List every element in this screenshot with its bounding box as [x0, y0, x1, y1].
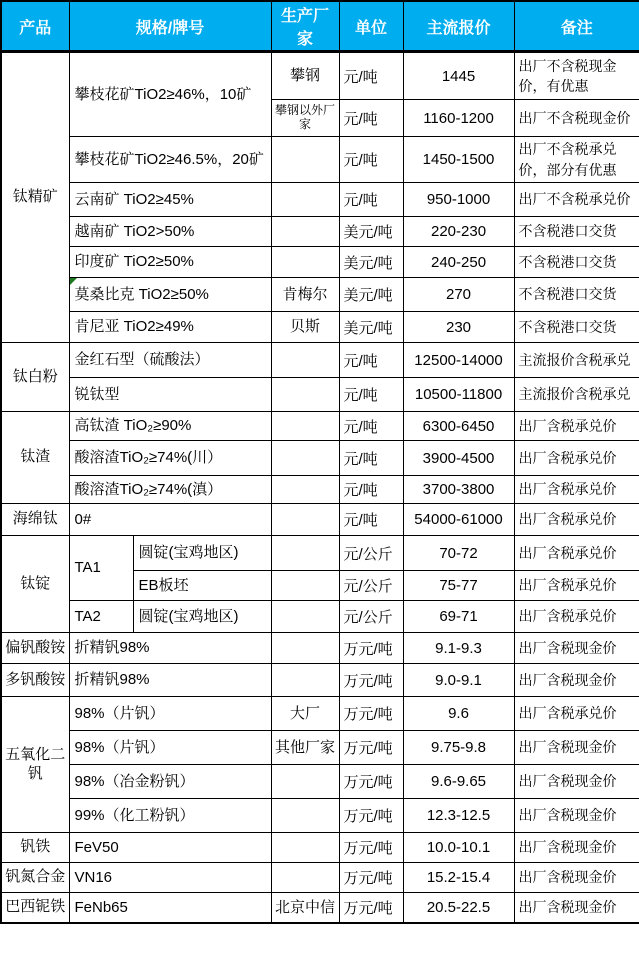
grade-cell: TA2 — [69, 601, 133, 633]
table-row — [1, 731, 639, 765]
maker-cell: 肯梅尔 — [271, 278, 339, 312]
maker-cell: 其他厂家 — [271, 731, 339, 765]
price-cell: 1160-1200 — [403, 100, 514, 137]
note-cell: 出厂含税现金价 — [514, 664, 639, 697]
col-header-product: 产品 — [1, 1, 69, 52]
table-row — [1, 601, 639, 633]
table-row — [1, 247, 639, 278]
table-row — [1, 312, 639, 343]
price-cell: 9.6 — [403, 697, 514, 731]
spec-cell: VN16 — [69, 863, 271, 893]
price-cell: 950-1000 — [403, 183, 514, 217]
table-row — [1, 697, 639, 731]
note-cell: 不含税港口交货 — [514, 278, 639, 312]
unit-cell: 元/吨 — [339, 441, 403, 476]
table-row — [1, 799, 639, 833]
spec-cell: 金红石型（硫酸法） — [69, 343, 271, 378]
unit-cell: 元/吨 — [339, 343, 403, 378]
unit-cell: 元/吨 — [339, 378, 403, 412]
maker-cell: 大厂 — [271, 697, 339, 731]
spec-cell: 攀枝花矿TiO2≥46.5%，20矿 — [69, 137, 271, 183]
unit-cell: 万元/吨 — [339, 765, 403, 799]
price-cell: 240-250 — [403, 247, 514, 278]
maker-cell — [271, 441, 339, 476]
note-cell: 主流报价含税承兑 — [514, 343, 639, 378]
unit-cell: 元/吨 — [339, 476, 403, 504]
note-cell: 主流报价含税承兑 — [514, 378, 639, 412]
maker-cell — [271, 217, 339, 247]
spec-cell: 98%（冶金粉钒） — [69, 765, 271, 799]
maker-cell — [271, 601, 339, 633]
spec-cell: 越南矿 TiO2>50% — [69, 217, 271, 247]
price-cell: 9.0-9.1 — [403, 664, 514, 697]
table-row — [1, 504, 639, 536]
col-header-maker: 生产厂家 — [271, 1, 339, 52]
table-row — [1, 893, 639, 923]
unit-cell: 元/吨 — [339, 412, 403, 441]
note-cell: 不含税港口交货 — [514, 312, 639, 343]
spec-cell — [69, 278, 271, 312]
maker-cell — [271, 833, 339, 863]
product-cell: 钛渣 — [1, 412, 69, 504]
spec-cell: 98%（片钒） — [69, 731, 271, 765]
table-row — [1, 217, 639, 247]
spec-cell: 酸溶渣TiO₂≥74%(滇） — [69, 476, 271, 504]
price-cell: 6300-6450 — [403, 412, 514, 441]
unit-cell: 元/吨 — [339, 504, 403, 536]
spec-cell: FeV50 — [69, 833, 271, 863]
spec-cell: 酸溶渣TiO₂≥74%(川） — [69, 441, 271, 476]
unit-cell: 元/吨 — [339, 183, 403, 217]
col-header-spec: 规格/牌号 — [69, 1, 271, 52]
table-row — [1, 536, 639, 571]
price-cell: 9.1-9.3 — [403, 633, 514, 664]
note-cell: 出厂含税承兑价 — [514, 504, 639, 536]
price-cell: 3700-3800 — [403, 476, 514, 504]
unit-cell: 万元/吨 — [339, 799, 403, 833]
price-cell: 75-77 — [403, 571, 514, 601]
note-cell: 出厂不含税现金价，有优惠 — [514, 52, 639, 100]
grade-cell: TA1 — [69, 536, 133, 601]
unit-cell: 万元/吨 — [339, 664, 403, 697]
table-row — [1, 765, 639, 799]
maker-cell — [271, 476, 339, 504]
spec-cell: 0# — [69, 504, 271, 536]
price-cell: 54000-61000 — [403, 504, 514, 536]
table-row — [1, 378, 639, 412]
note-cell: 出厂含税现金价 — [514, 833, 639, 863]
maker-cell — [271, 504, 339, 536]
price-cell: 230 — [403, 312, 514, 343]
note-cell: 出厂含税承兑价 — [514, 412, 639, 441]
unit-cell: 万元/吨 — [339, 893, 403, 923]
product-cell: 海绵钛 — [1, 504, 69, 536]
maker-cell: 攀钢 — [271, 52, 339, 100]
price-cell: 15.2-15.4 — [403, 863, 514, 893]
spec-cell: 99%（化工粉钒） — [69, 799, 271, 833]
table-row — [1, 412, 639, 441]
table-row — [1, 664, 639, 697]
maker-cell — [271, 536, 339, 571]
product-cell: 巴西铌铁 — [1, 893, 69, 923]
col-header-unit: 单位 — [339, 1, 403, 52]
maker-cell: 攀钢以外厂家 — [271, 100, 339, 137]
table-row — [1, 441, 639, 476]
note-cell: 出厂不含税承兑价，部分有优惠 — [514, 137, 639, 183]
product-cell: 钛锭 — [1, 536, 69, 633]
table-row — [1, 137, 639, 183]
table-row — [1, 52, 639, 100]
maker-cell — [271, 664, 339, 697]
table-row — [1, 278, 639, 312]
maker-cell — [271, 412, 339, 441]
table-row — [1, 343, 639, 378]
note-cell: 出厂含税承兑价 — [514, 441, 639, 476]
table-row — [1, 183, 639, 217]
maker-cell — [271, 183, 339, 217]
table-row — [1, 833, 639, 863]
maker-cell — [271, 378, 339, 412]
unit-cell: 万元/吨 — [339, 863, 403, 893]
product-cell: 钛白粉 — [1, 343, 69, 412]
unit-cell: 元/公斤 — [339, 601, 403, 633]
price-cell: 70-72 — [403, 536, 514, 571]
spec-cell: 圆锭(宝鸡地区) — [133, 536, 271, 571]
price-cell: 1450-1500 — [403, 137, 514, 183]
maker-cell — [271, 247, 339, 278]
maker-cell — [271, 571, 339, 601]
product-cell: 五氧化二钒 — [1, 697, 69, 833]
price-cell: 220-230 — [403, 217, 514, 247]
price-cell: 3900-4500 — [403, 441, 514, 476]
note-cell: 出厂含税现金价 — [514, 893, 639, 923]
note-cell: 出厂不含税现金价 — [514, 100, 639, 137]
spec-cell: FeNb65 — [69, 893, 271, 923]
unit-cell: 元/吨 — [339, 137, 403, 183]
price-cell: 69-71 — [403, 601, 514, 633]
header-row — [1, 1, 639, 52]
note-cell: 不含税港口交货 — [514, 247, 639, 278]
unit-cell: 万元/吨 — [339, 833, 403, 863]
table-row — [1, 633, 639, 664]
excel-error-indicator-icon — [70, 278, 77, 285]
unit-cell: 元/吨 — [339, 52, 403, 100]
maker-cell — [271, 137, 339, 183]
unit-cell: 万元/吨 — [339, 633, 403, 664]
spec-cell: 折精钒98% — [69, 664, 271, 697]
maker-cell: 北京中信 — [271, 893, 339, 923]
spec-text: 莫桑比克 TiO2≥50% — [74, 285, 209, 303]
note-cell: 出厂不含税承兑价 — [514, 183, 639, 217]
price-cell: 12.3-12.5 — [403, 799, 514, 833]
unit-cell: 万元/吨 — [339, 697, 403, 731]
note-cell: 出厂含税现金价 — [514, 863, 639, 893]
spec-cell: 98%（片钒） — [69, 697, 271, 731]
price-cell: 9.6-9.65 — [403, 765, 514, 799]
note-cell: 出厂含税承兑价 — [514, 536, 639, 571]
maker-cell — [271, 765, 339, 799]
unit-cell: 元/公斤 — [339, 536, 403, 571]
maker-cell — [271, 633, 339, 664]
spec-cell: EB板坯 — [133, 571, 271, 601]
note-cell: 出厂含税现金价 — [514, 633, 639, 664]
spec-cell: 云南矿 TiO2≥45% — [69, 183, 271, 217]
spec-cell: 锐钛型 — [69, 378, 271, 412]
unit-cell: 美元/吨 — [339, 312, 403, 343]
price-cell: 1445 — [403, 52, 514, 100]
table-row — [1, 863, 639, 893]
spec-cell: 折精钒98% — [69, 633, 271, 664]
product-cell: 钛精矿 — [1, 52, 69, 343]
maker-cell — [271, 863, 339, 893]
maker-cell — [271, 343, 339, 378]
maker-cell: 贝斯 — [271, 312, 339, 343]
maker-cell — [271, 799, 339, 833]
spec-cell: 攀枝花矿TiO2≥46%，10矿 — [69, 52, 271, 137]
unit-cell: 元/吨 — [339, 100, 403, 137]
product-cell: 多钒酸铵 — [1, 664, 69, 697]
note-cell: 出厂含税承兑价 — [514, 571, 639, 601]
price-cell: 270 — [403, 278, 514, 312]
spec-cell: 高钛渣 TiO₂≥90% — [69, 412, 271, 441]
unit-cell: 元/公斤 — [339, 571, 403, 601]
spec-cell: 肯尼亚 TiO2≥49% — [69, 312, 271, 343]
note-cell: 出厂含税承兑价 — [514, 601, 639, 633]
product-cell: 钒氮合金 — [1, 863, 69, 893]
note-cell: 出厂含税现金价 — [514, 765, 639, 799]
product-cell: 钒铁 — [1, 833, 69, 863]
note-cell: 出厂含税承兑价 — [514, 697, 639, 731]
price-cell: 12500-14000 — [403, 343, 514, 378]
product-cell: 偏钒酸铵 — [1, 633, 69, 664]
price-cell: 9.75-9.8 — [403, 731, 514, 765]
unit-cell: 万元/吨 — [339, 731, 403, 765]
col-header-note: 备注 — [514, 1, 639, 52]
unit-cell: 美元/吨 — [339, 217, 403, 247]
note-cell: 出厂含税承兑价 — [514, 476, 639, 504]
table-row — [1, 476, 639, 504]
unit-cell: 美元/吨 — [339, 278, 403, 312]
spec-cell: 圆锭(宝鸡地区) — [133, 601, 271, 633]
spec-cell: 印度矿 TiO2≥50% — [69, 247, 271, 278]
price-cell: 20.5-22.5 — [403, 893, 514, 923]
note-cell: 出厂含税现金价 — [514, 731, 639, 765]
unit-cell: 美元/吨 — [339, 247, 403, 278]
col-header-price: 主流报价 — [403, 1, 514, 52]
note-cell: 出厂含税现金价 — [514, 799, 639, 833]
price-cell: 10.0-10.1 — [403, 833, 514, 863]
note-cell: 不含税港口交货 — [514, 217, 639, 247]
price-cell: 10500-11800 — [403, 378, 514, 412]
